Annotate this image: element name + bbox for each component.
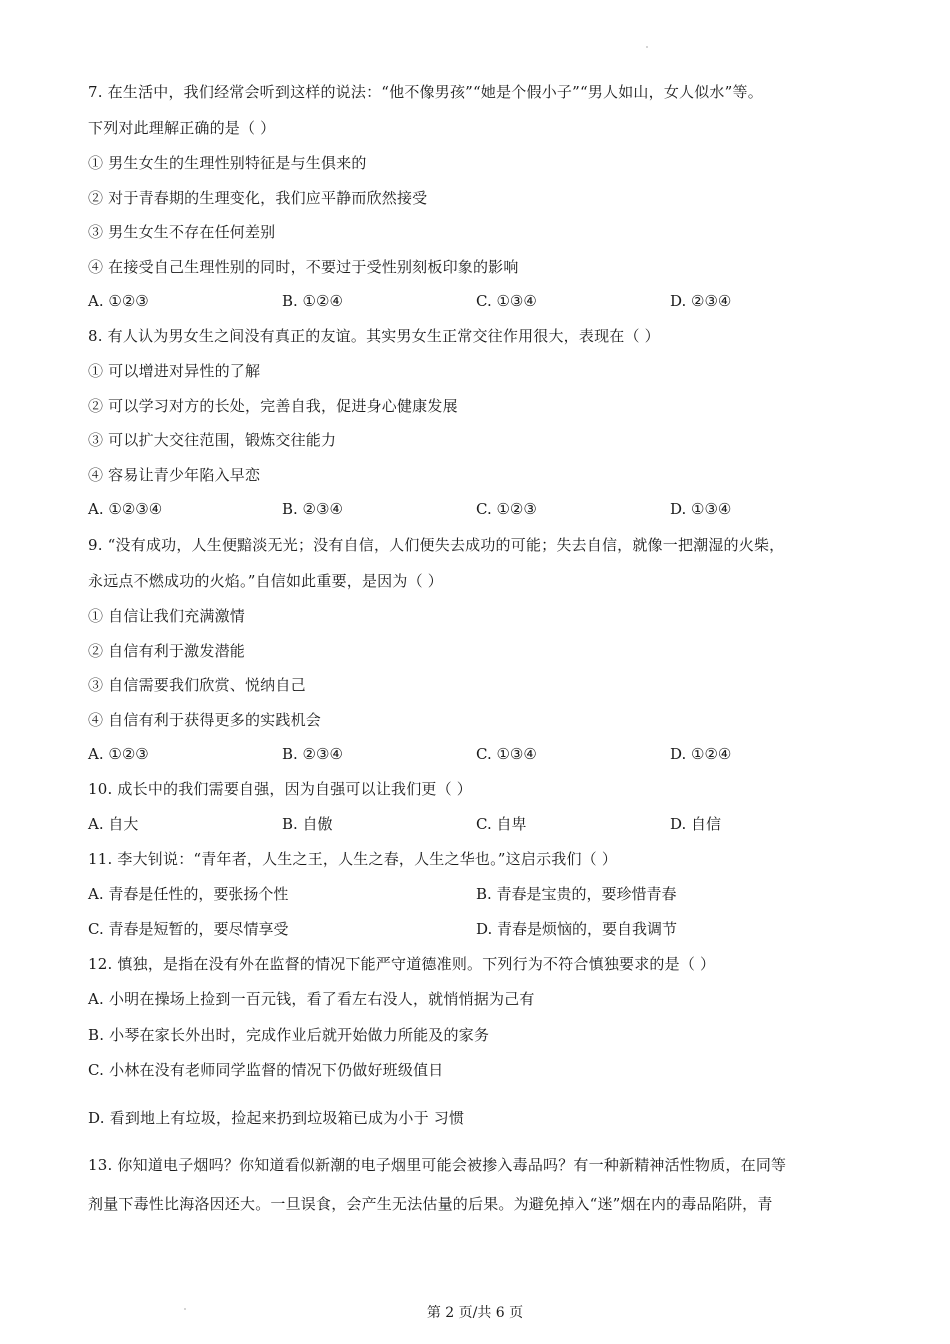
q10-option-d: D. 自信 [670,815,722,833]
q7-option-c: C. ①③④ [476,292,537,310]
q7-item-4: ④ 在接受自己生理性别的同时，不要过于受性别刻板印象的影响 [88,258,519,276]
q7-stem-line-1: 7. 在生活中，我们经常会听到这样的说法：“他不像男孩”“她是个假小子”“男人如山，女人似水”等。 [88,83,763,101]
q7-option-a: A. ①②③ [88,292,149,310]
q10-stem: 10. 成长中的我们需要自强，因为自强可以让我们更（ ） [88,780,472,798]
q10-option-a: A. 自大 [88,815,139,833]
q8-item-2: ② 可以学习对方的长处，完善自我，促进身心健康发展 [88,397,458,415]
q9-stem-line-2: 永远点不燃成功的火焰。”自信如此重要，是因为（ ） [88,572,443,590]
q11-option-c: C. 青春是短暂的，要尽情享受 [88,920,289,938]
q7-item-2: ② 对于青春期的生理变化，我们应平静而欣然接受 [88,189,428,207]
q9-item-1: ① 自信让我们充满激情 [88,607,245,625]
q7-option-d: D. ②③④ [670,292,732,310]
q12-stem: 12. 慎独，是指在没有外在监督的情况下能严守道德准则。下列行为不符合慎独要求的是（ ） [88,955,716,973]
q10-option-c: C. 自卑 [476,815,527,833]
q8-option-a: A. ①②③④ [88,500,163,518]
q9-item-3: ③ 自信需要我们欣赏、悦纳自己 [88,676,306,694]
q9-item-2: ② 自信有利于激发潜能 [88,642,245,660]
q9-option-b: B. ②③④ [282,745,343,763]
q8-stem: 8. 有人认为男女生之间没有真正的友谊。其实男女生正常交往作用很大，表现在（ ） [88,327,660,345]
q7-stem-line-2: 下列对此理解正确的是（ ） [88,119,276,137]
q9-stem-line-1: 9. “没有成功，人生便黯淡无光；没有自信，人们便失去成功的可能；失去自信，就像一把潮湿的火柴， [88,536,785,554]
q11-option-a: A. 青春是任性的，要张扬个性 [88,885,289,903]
q8-option-d: D. ①③④ [670,500,732,518]
scan-dot [646,46,648,48]
q7-option-b: B. ①②④ [282,292,343,310]
q7-item-3: ③ 男生女生不存在任何差别 [88,223,276,241]
q11-option-d: D. 青春是烦恼的，要自我调节 [476,920,678,938]
q13-stem-line-1: 13. 你知道电子烟吗？你知道看似新潮的电子烟里可能会被掺入毒品吗？有一种新精神活性物质，在同等 [88,1156,787,1174]
q8-item-1: ① 可以增进对异性的了解 [88,362,261,380]
q8-item-4: ④ 容易让青少年陷入早恋 [88,466,261,484]
q7-item-1: ① 男生女生的生理性别特征是与生俱来的 [88,154,367,172]
q9-item-4: ④ 自信有利于获得更多的实践机会 [88,711,321,729]
q11-stem: 11. 李大钊说：“青年者，人生之王，人生之春，人生之华也。”这启示我们（ ） [88,850,618,868]
q12-option-c: C. 小林在没有老师同学监督的情况下仍做好班级值日 [88,1061,444,1079]
q8-item-3: ③ 可以扩大交往范围，锻炼交往能力 [88,431,337,449]
q9-option-c: C. ①③④ [476,745,537,763]
q11-option-b: B. 青春是宝贵的，要珍惜青春 [476,885,677,903]
q8-option-c: C. ①②③ [476,500,537,518]
q12-option-b: B. 小琴在家长外出时，完成作业后就开始做力所能及的家务 [88,1026,490,1044]
q8-option-b: B. ②③④ [282,500,343,518]
q10-option-b: B. 自傲 [282,815,333,833]
page-footer: 第 2 页/共 6 页 [426,1305,524,1321]
q13-stem-line-2: 剂量下毒性比海洛因还大。一旦误食，会产生无法估量的后果。为避免掉入“迷”烟在内的毒品陷阱，青 [88,1195,773,1213]
q12-option-a: A. 小明在操场上捡到一百元钱，看了看左右没人，就悄悄据为己有 [88,990,535,1008]
q12-option-d: D. 看到地上有垃圾，捡起来扔到垃圾箱已成为小于 习惯 [88,1109,465,1127]
q9-option-a: A. ①②③ [88,745,149,763]
q9-option-d: D. ①②④ [670,745,732,763]
